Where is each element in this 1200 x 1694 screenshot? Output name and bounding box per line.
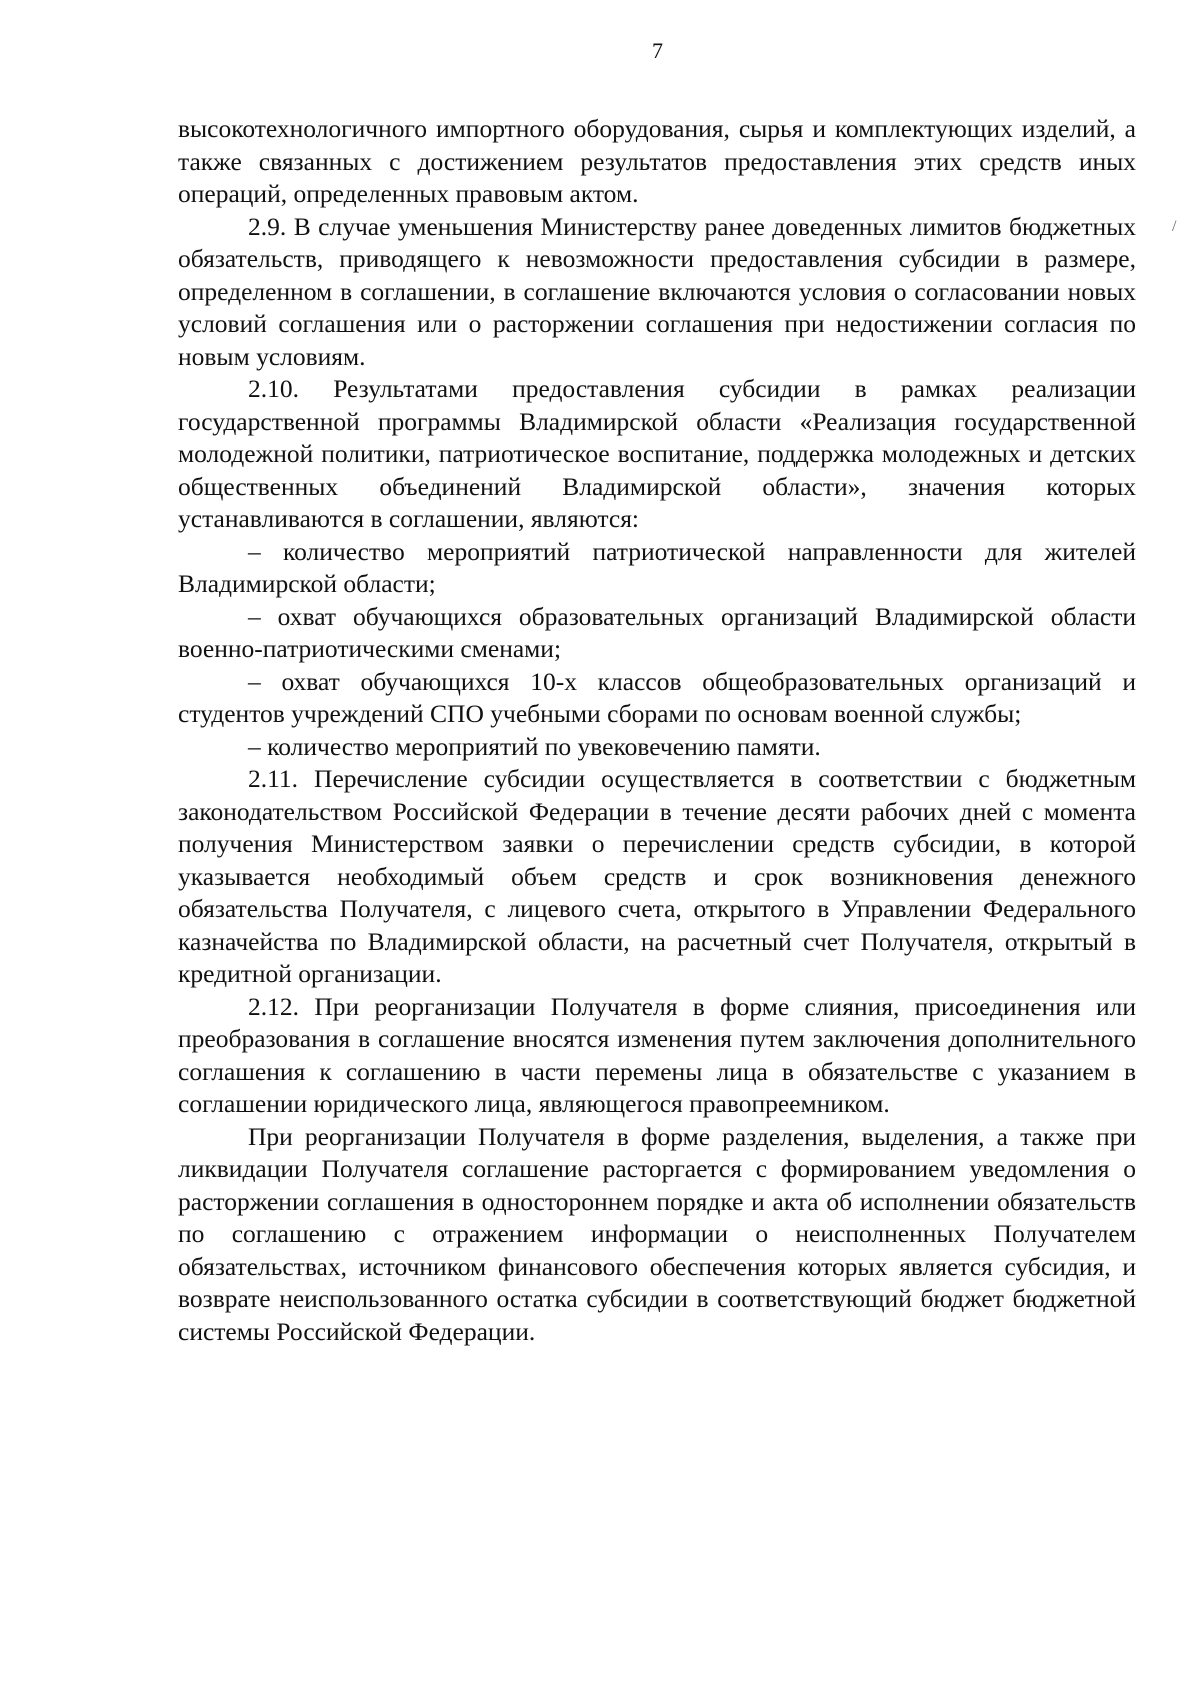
paragraph-2-12: 2.12. При реорганизации Получателя в форме слияния, присоединения или преобразования в соглашение вносятся изменения путем заключения дополнительного соглашения к соглашению в части перемены лица в обязательстве с указанием в соглашении юридического лица, являющегося правопреемником.: [178, 991, 1136, 1118]
page-number: 7: [652, 38, 663, 63]
list-item-training-camps: – охват обучающихся 10-х классов общеобразовательных организаций и студентов учреждений СПО учебными сборами по основам военной службы;: [178, 666, 1136, 728]
paragraph-reorganization: При реорганизации Получателя в форме разделения, выделения, а также при ликвидации Получателя соглашение расторгается с формированием уведомления о расторжении соглашения в одностороннем порядке и акта об исполнении обязательств по соглашению с отражением информации о неисполненных Получателем обязательствах, источником финансового обеспечения которых является субсидия, и возврате неиспользованного остатка субсидии в соответствующий бюджет бюджетной системы Российской Федерации.: [178, 1121, 1136, 1346]
paragraph-2-10: 2.10. Результатами предоставления субсидии в рамках реализации государственной программы Владимирской области «Реализация государственной молодежной политики, патриотическое воспитание, поддержка молодежных и детских общественных объединений Владимирской области», значения которых устанавливаются в соглашении, являются:: [178, 374, 1136, 533]
margin-mark: /: [1172, 218, 1177, 235]
list-item-patriotic-events: – количество мероприятий патриотической направленности для жителей Владимирской области;: [178, 536, 1136, 598]
document-body: [178, 113, 1136, 1348]
paragraph-2-11: 2.11. Перечисление субсидии осуществляется в соответствии с бюджетным законодательством Российской Федерации в течение десяти рабочих дней с момента получения Министерством заявки о перечислении средств субсидии, в которой указывается необходимый объем средств и срок возникновения денежного обязательства Получателя, с лицевого счета, открытого в Управлении Федерального казначейства по Владимирской области, на расчетный счет Получателя, открытый в кредитной организации.: [178, 764, 1136, 988]
list-item-military-shifts: – охват обучающихся образовательных организаций Владимирской области военно-патриотическими сменами;: [178, 601, 1136, 663]
paragraph-2-9: 2.9. В случае уменьшения Министерству ранее доведенных лимитов бюджетных обязательств, приводящего к невозможности предоставления субсидии в размере, определенном в соглашении, в соглашение включаются условия о согласовании новых условий соглашения или о расторжении соглашения при недостижении согласия по новым условиям.: [178, 211, 1136, 371]
paragraph-continuation: высокотехнологичного импортного оборудования, сырья и комплектующих изделий, а также связанных с достижением результатов предоставления этих средств иных операций, определенных правовым актом.: [178, 114, 1136, 208]
list-item-memory-events: – количество мероприятий по увековечению памяти.: [248, 731, 821, 761]
